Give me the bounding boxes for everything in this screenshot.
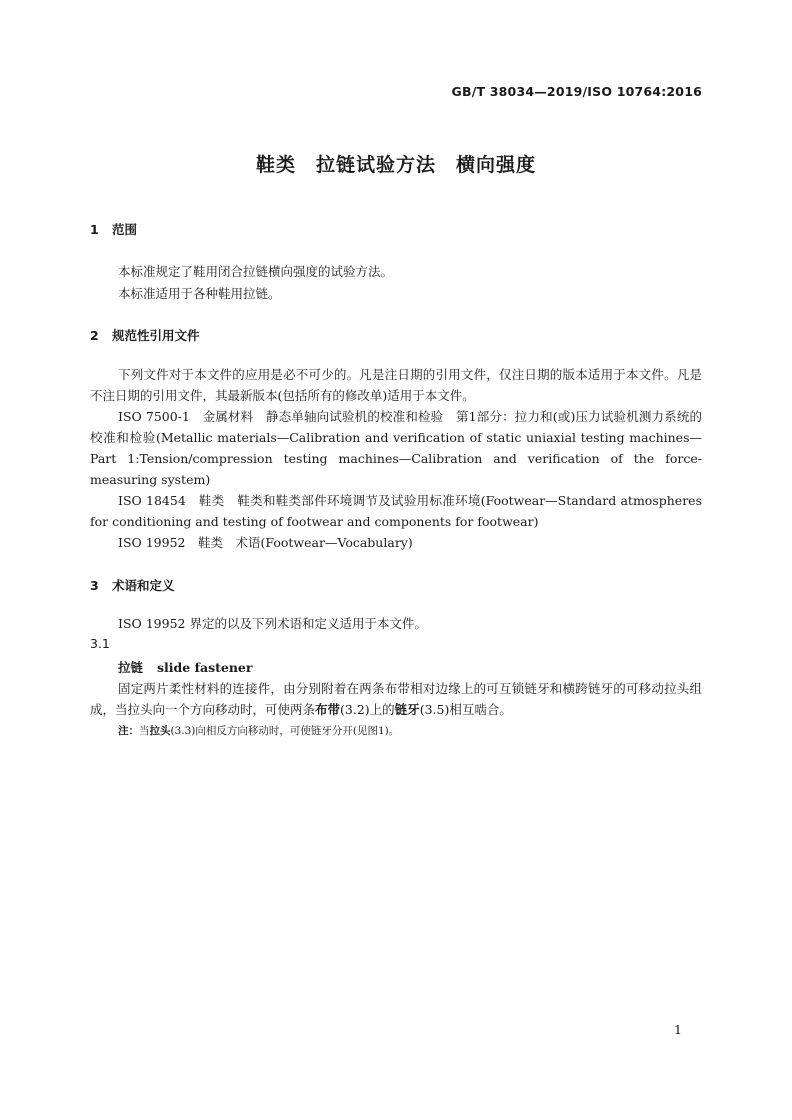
note-label: 注： [118, 725, 139, 737]
note-pre: 当 [139, 725, 150, 737]
reference-iso-18454: ISO 18454 鞋类 鞋类和鞋类部件环境调节及试验用标准环境(Footwear—Standard atmospheres for conditioning and testing of footwear and components for footwear) [90, 493, 702, 529]
section-title: 术语和定义 [112, 578, 175, 593]
page-number: 1 [674, 1022, 682, 1037]
standard-code: GB/T 38034—2019/ISO 10764:2016 [451, 84, 702, 99]
scope-line-2: 本标准适用于各种鞋用拉链。 [118, 286, 281, 301]
normative-intro: 下列文件对于本文件的应用是必不可少的。凡是注日期的引用文件，仅注日期的版本适用于本文件。凡是不注日期的引用文件，其最新版本(包括所有的修改单)适用于本文件。 [90, 367, 702, 403]
definition-ref-2: (3.5)相互啮合。 [419, 702, 512, 717]
section-number: 3 [90, 578, 99, 593]
term-ref-tape: 布带 [315, 702, 341, 717]
term-definition [90, 678, 702, 720]
note-post: (3.3)向相反方向移动时，可使链牙分开(见图1)。 [170, 725, 400, 737]
document-title: 鞋类 拉链试验方法 横向强度 [255, 154, 536, 176]
term-note [118, 723, 399, 738]
reference-iso-19952: ISO 19952 鞋类 术语(Footwear—Vocabulary) [118, 535, 413, 550]
section-3-heading [90, 576, 175, 594]
section-2-heading [90, 326, 200, 344]
section-title: 范围 [112, 222, 138, 237]
section-1-heading [90, 220, 137, 238]
definition-text: 固定两片柔性材料的连接件，由分别附着在两条布带相对边缘上的可互锁链牙和横跨链牙的可移动拉头组成，当拉头向一个方向移动时，可使两条 [90, 681, 702, 717]
term-en: slide fastener [157, 660, 253, 675]
reference-iso-7500-1: ISO 7500-1 金属材料 静态单轴向试验机的校准和检验 第1部分：拉力和(或)压力试验机测力系统的校准和检验(Metallic materials—Calibration and verification of static uniaxial testing machines—Part 1:Tension/compression testing machines—Calibration and verification of the force-measuring system) [90, 409, 702, 487]
definition-ref-1: (3.2)上的 [340, 702, 395, 717]
scope-line-1: 本标准规定了鞋用闭合拉链横向强度的试验方法。 [118, 264, 394, 279]
section-title: 规范性引用文件 [112, 328, 200, 343]
terms-intro: ISO 19952 界定的以及下列术语和定义适用于本文件。 [118, 616, 427, 631]
note-term-slider: 拉头 [149, 725, 171, 737]
term-ref-elements: 链牙 [394, 702, 420, 717]
section-number: 1 [90, 222, 99, 237]
section-number: 2 [90, 328, 99, 343]
term-zh: 拉链 [118, 660, 144, 675]
term-name [118, 658, 252, 676]
term-number: 3.1 [90, 636, 110, 651]
